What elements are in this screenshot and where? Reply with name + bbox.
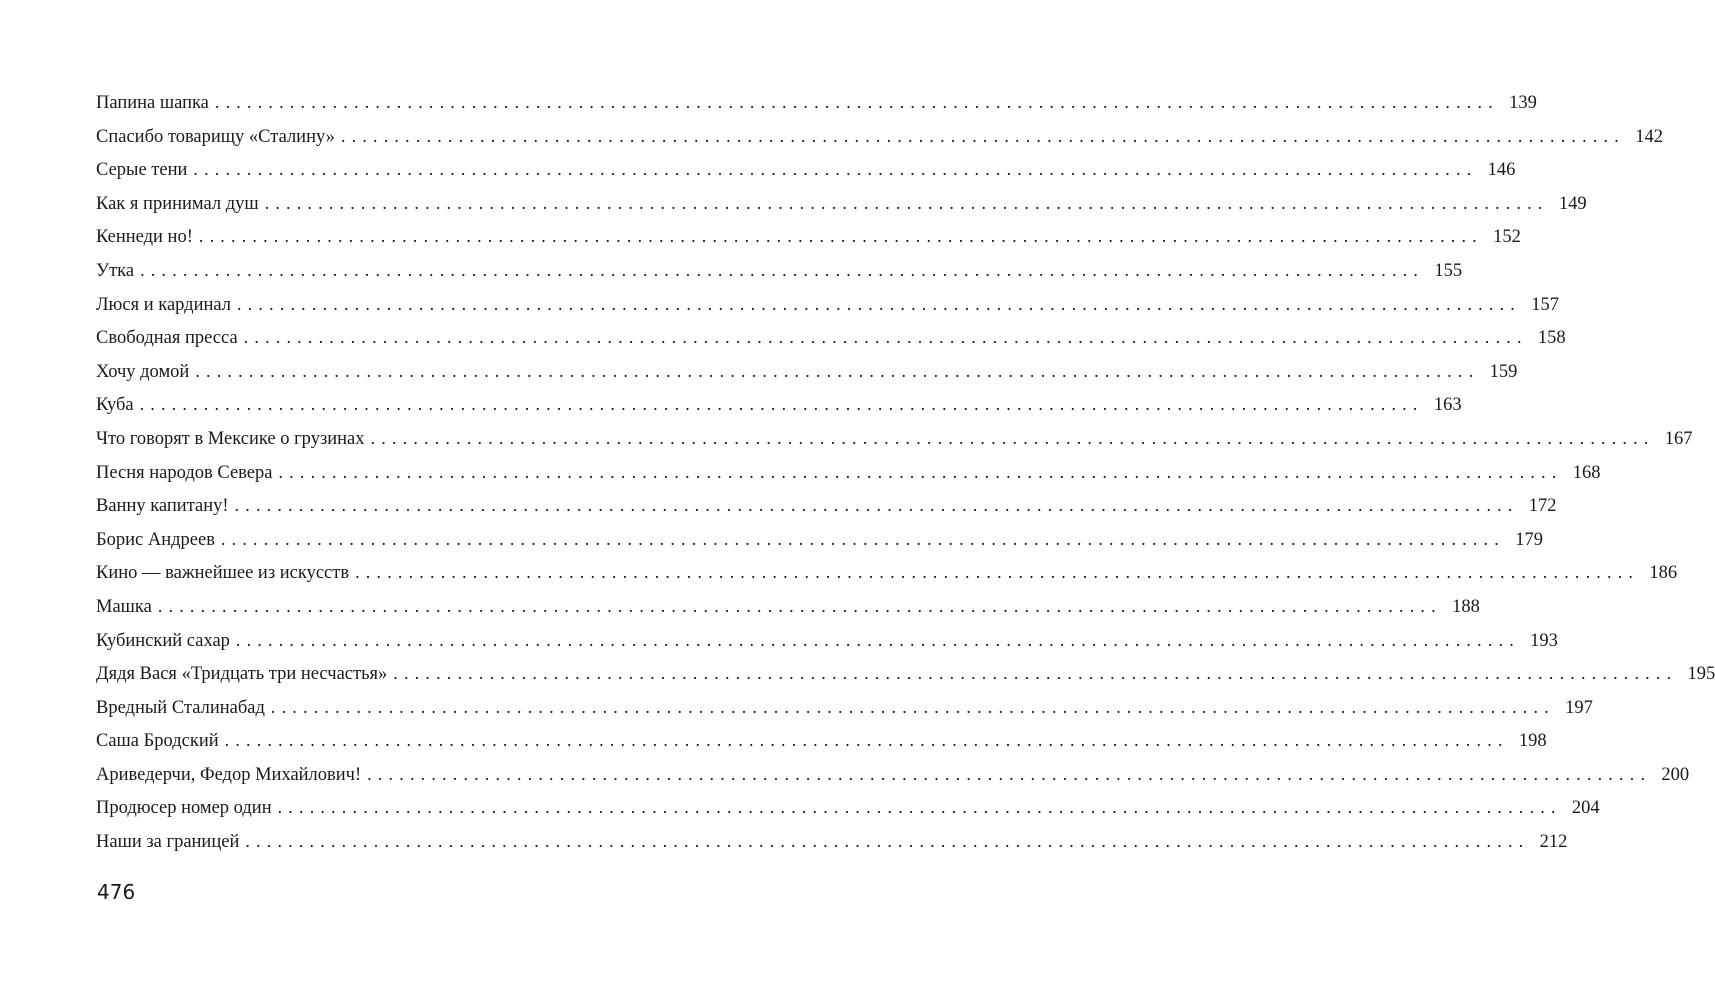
toc-entry	[96, 624, 1558, 658]
toc-entry-page: 159	[1489, 361, 1518, 382]
toc-entry	[96, 456, 1601, 490]
toc-entry	[96, 691, 1593, 725]
dot-leader: ........................................................................................................................	[270, 696, 1555, 717]
toc-entry-page: 168	[1572, 462, 1601, 483]
dot-leader: ........................................................................................................................	[264, 192, 1549, 213]
toc-entry	[96, 86, 1537, 120]
toc-entry	[96, 724, 1547, 758]
dot-leader: ........................................................................................................................	[234, 495, 1519, 516]
toc-entry	[96, 657, 1715, 691]
dot-leader: ........................................................................................................................	[245, 831, 1530, 852]
toc-entry-page: 172	[1528, 496, 1557, 517]
toc-entry-title: Спасибо товарищу «Сталину»	[96, 126, 335, 147]
toc-entry-page: 142	[1635, 126, 1663, 147]
toc-entry-page: 158	[1537, 328, 1566, 349]
dot-leader: ........................................................................................................................	[277, 797, 1562, 818]
dot-leader: ........................................................................................................................	[355, 562, 1640, 583]
toc-entry-page: 149	[1558, 193, 1587, 214]
toc-entry-page: 139	[1509, 93, 1537, 113]
toc-entry-title: Ванну капитану!	[96, 496, 229, 517]
toc-entry	[96, 288, 1559, 322]
toc-entry-page: 179	[1515, 529, 1543, 550]
toc-entry	[96, 120, 1663, 154]
toc-entry-page: 152	[1493, 227, 1521, 248]
toc-entry-title: Ариведерчи, Федор Михайлович!	[96, 764, 362, 785]
dot-leader: ........................................................................................................................	[195, 360, 1480, 381]
dot-leader: ........................................................................................................................	[393, 663, 1678, 684]
dot-leader: ........................................................................................................................	[193, 159, 1478, 180]
toc-entry	[96, 791, 1600, 825]
toc-entry	[96, 153, 1516, 187]
dot-leader: ........................................................................................................................	[235, 629, 1520, 650]
toc-entry-page: 186	[1649, 563, 1678, 584]
toc-entry-title: Папина шапка	[96, 93, 209, 113]
dot-leader: ........................................................................................................................	[214, 92, 1499, 112]
toc-entry-title: Люся и кардинал	[96, 294, 231, 315]
toc-entry	[96, 355, 1518, 389]
toc-entry	[96, 590, 1480, 624]
toc-entry-title: Кеннеди но!	[96, 227, 193, 248]
dot-leader: ........................................................................................................................	[236, 293, 1521, 314]
toc-entry-title: Вредный Сталинабад	[96, 697, 265, 718]
toc-entry	[96, 422, 1693, 456]
dot-leader: ........................................................................................................................	[370, 427, 1655, 448]
toc-entry-title: Продюсер номер один	[96, 798, 272, 819]
table-of-contents	[96, 86, 1715, 859]
toc-entry	[96, 489, 1557, 523]
toc-entry	[96, 321, 1566, 355]
toc-entry	[96, 254, 1463, 288]
toc-entry-page: 146	[1487, 160, 1516, 181]
toc-entry-page: 195	[1687, 664, 1715, 685]
toc-entry-title: Куба	[96, 395, 134, 416]
toc-entry	[96, 220, 1521, 254]
toc-entry-title: Утка	[96, 260, 135, 281]
toc-entry	[96, 388, 1462, 422]
toc-entry-page: 167	[1664, 428, 1693, 449]
page-number: 476	[97, 880, 136, 904]
toc-entry	[96, 556, 1678, 590]
toc-entry-title: Наши за границей	[96, 832, 240, 853]
toc-entry-page: 157	[1531, 294, 1559, 315]
toc-entry-title: Как я принимал душ	[96, 193, 259, 214]
dot-leader: ........................................................................................................................	[198, 226, 1483, 247]
toc-entry-page: 155	[1434, 260, 1463, 281]
toc-entry-page: 163	[1433, 395, 1462, 416]
toc-entry-page: 188	[1452, 596, 1480, 617]
toc-entry-title: Кино — важнейшее из искусств	[96, 563, 350, 584]
toc-entry-page: 198	[1518, 731, 1547, 752]
dot-leader: ........................................................................................................................	[140, 259, 1425, 280]
toc-entry-page: 193	[1530, 630, 1558, 651]
toc-entry-title: Хочу домой	[96, 361, 190, 382]
dot-leader: ........................................................................................................................	[220, 528, 1505, 549]
toc-entry	[96, 187, 1587, 221]
toc-entry-page: 197	[1565, 697, 1593, 718]
toc-entry-title: Дядя Вася «Тридцать три несчастья»	[96, 664, 388, 685]
dot-leader: ........................................................................................................................	[367, 763, 1652, 784]
toc-entry-title: Саша Бродский	[96, 731, 219, 752]
toc-entry	[96, 825, 1568, 859]
toc-entry-title: Песня народов Севера	[96, 462, 273, 483]
dot-leader: ........................................................................................................................	[278, 461, 1563, 482]
toc-entry-title: Кубинский сахар	[96, 630, 230, 651]
dot-leader: ........................................................................................................................	[340, 125, 1625, 146]
toc-entry-title: Борис Андреев	[96, 529, 215, 550]
dot-leader: ........................................................................................................................	[224, 730, 1509, 751]
toc-entry-title: Свободная пресса	[96, 328, 238, 349]
toc-entry-title: Что говорят в Мексике о грузинах	[96, 428, 365, 449]
toc-entry-page: 212	[1539, 832, 1568, 853]
dot-leader: ........................................................................................................................	[157, 595, 1442, 616]
toc-entry-page: 204	[1571, 798, 1600, 819]
dot-leader: ........................................................................................................................	[243, 327, 1528, 348]
toc-entry-title: Машка	[96, 596, 152, 617]
dot-leader: ........................................................................................................................	[139, 394, 1424, 415]
toc-entry	[96, 758, 1690, 792]
toc-entry-title: Серые тени	[96, 160, 188, 181]
toc-entry-page: 200	[1661, 764, 1690, 785]
toc-entry	[96, 523, 1543, 557]
